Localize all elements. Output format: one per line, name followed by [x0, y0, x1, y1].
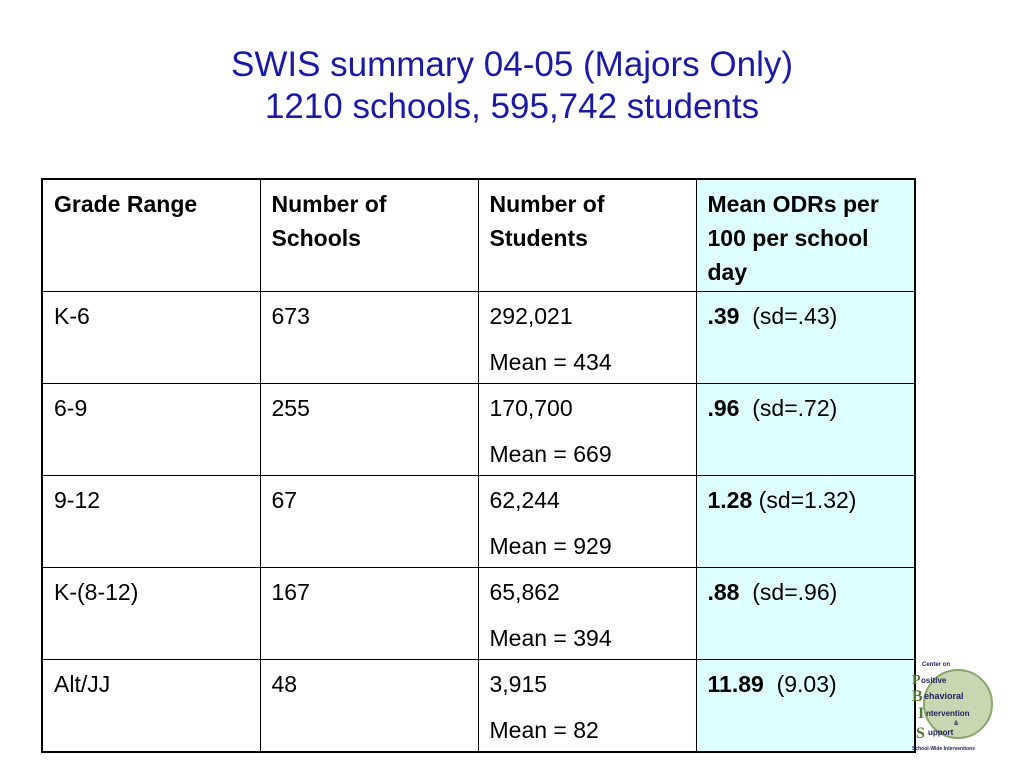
table-header-row — [42, 179, 915, 292]
cell-mean-odrs — [696, 660, 915, 752]
mean-odr-sd: (sd=1.32) — [758, 487, 857, 513]
cell-number-of-schools: 48 — [260, 660, 478, 752]
students-mean: Mean = 929 — [489, 533, 612, 559]
slide-title-line-2: 1210 schools, 595,742 students — [264, 87, 760, 126]
cell-number-of-students — [478, 476, 696, 568]
mean-odr-value: 11.89 — [707, 671, 764, 697]
students-mean: Mean = 669 — [489, 441, 612, 467]
cell-mean-odrs — [696, 292, 915, 384]
cell-number-of-schools: 67 — [260, 476, 478, 568]
cell-number-of-students — [478, 292, 696, 384]
cell-mean-odrs — [696, 568, 915, 660]
students-total: 3,915 — [489, 671, 548, 697]
mean-odr-value: .96 — [707, 395, 740, 421]
swis-summary-table — [41, 178, 916, 753]
header-mean-odrs: Mean ODRs per 100 per school day — [696, 179, 915, 292]
mean-odr-value: .88 — [707, 579, 740, 605]
table-row — [42, 568, 915, 660]
header-number-of-students: Number of Students — [478, 179, 696, 292]
cell-grade-range: 9-12 — [42, 476, 260, 568]
logo-line-i: ntervention — [926, 709, 970, 718]
cell-number-of-students — [478, 660, 696, 752]
cell-grade-range: Alt/JJ — [42, 660, 260, 752]
pbis-logo — [908, 656, 1004, 756]
table-row — [42, 384, 915, 476]
slide-title — [0, 44, 1024, 128]
students-mean: Mean = 82 — [489, 717, 599, 743]
cell-number-of-schools: 673 — [260, 292, 478, 384]
cell-mean-odrs — [696, 476, 915, 568]
logo-letter-i: I — [918, 705, 925, 722]
slide-title-line-1: SWIS summary 04-05 (Majors Only) — [230, 45, 794, 84]
mean-odr-value: 1.28 — [707, 487, 753, 513]
logo-letter-p: P — [912, 673, 921, 688]
header-number-of-schools: Number of Schools — [260, 179, 478, 292]
header-grade-range: Grade Range — [42, 179, 260, 292]
students-mean: Mean = 434 — [489, 349, 612, 375]
table-row — [42, 660, 915, 752]
logo-amp: & — [954, 721, 959, 727]
logo-bottom-text: School-Wide Interventions — [912, 746, 976, 752]
mean-odr-sd: (sd=.72) — [752, 395, 838, 421]
students-total: 65,862 — [489, 579, 560, 605]
table-row — [42, 476, 915, 568]
logo-top-text: Center on — [922, 662, 951, 668]
cell-number-of-schools: 167 — [260, 568, 478, 660]
cell-grade-range: K-6 — [42, 292, 260, 384]
cell-number-of-students — [478, 568, 696, 660]
mean-odr-value: .39 — [707, 303, 740, 329]
cell-grade-range: 6-9 — [42, 384, 260, 476]
mean-odr-sd: (sd=.96) — [752, 579, 838, 605]
mean-odr-sd: (9.03) — [776, 671, 837, 697]
cell-number-of-students — [478, 384, 696, 476]
mean-odr-sd: (sd=.43) — [752, 303, 838, 329]
table-row — [42, 292, 915, 384]
cell-mean-odrs — [696, 384, 915, 476]
students-total: 62,244 — [489, 487, 560, 513]
logo-line-s: upport — [928, 728, 954, 737]
logo-letter-s: S — [916, 725, 925, 742]
students-total: 292,021 — [489, 303, 573, 329]
logo-letter-b: B — [912, 688, 923, 705]
logo-line-b: ehavioral — [924, 691, 964, 701]
cell-grade-range: K-(8-12) — [42, 568, 260, 660]
students-mean: Mean = 394 — [489, 625, 612, 651]
students-total: 170,700 — [489, 395, 573, 421]
cell-number-of-schools: 255 — [260, 384, 478, 476]
logo-line-p: ositive — [921, 676, 947, 685]
